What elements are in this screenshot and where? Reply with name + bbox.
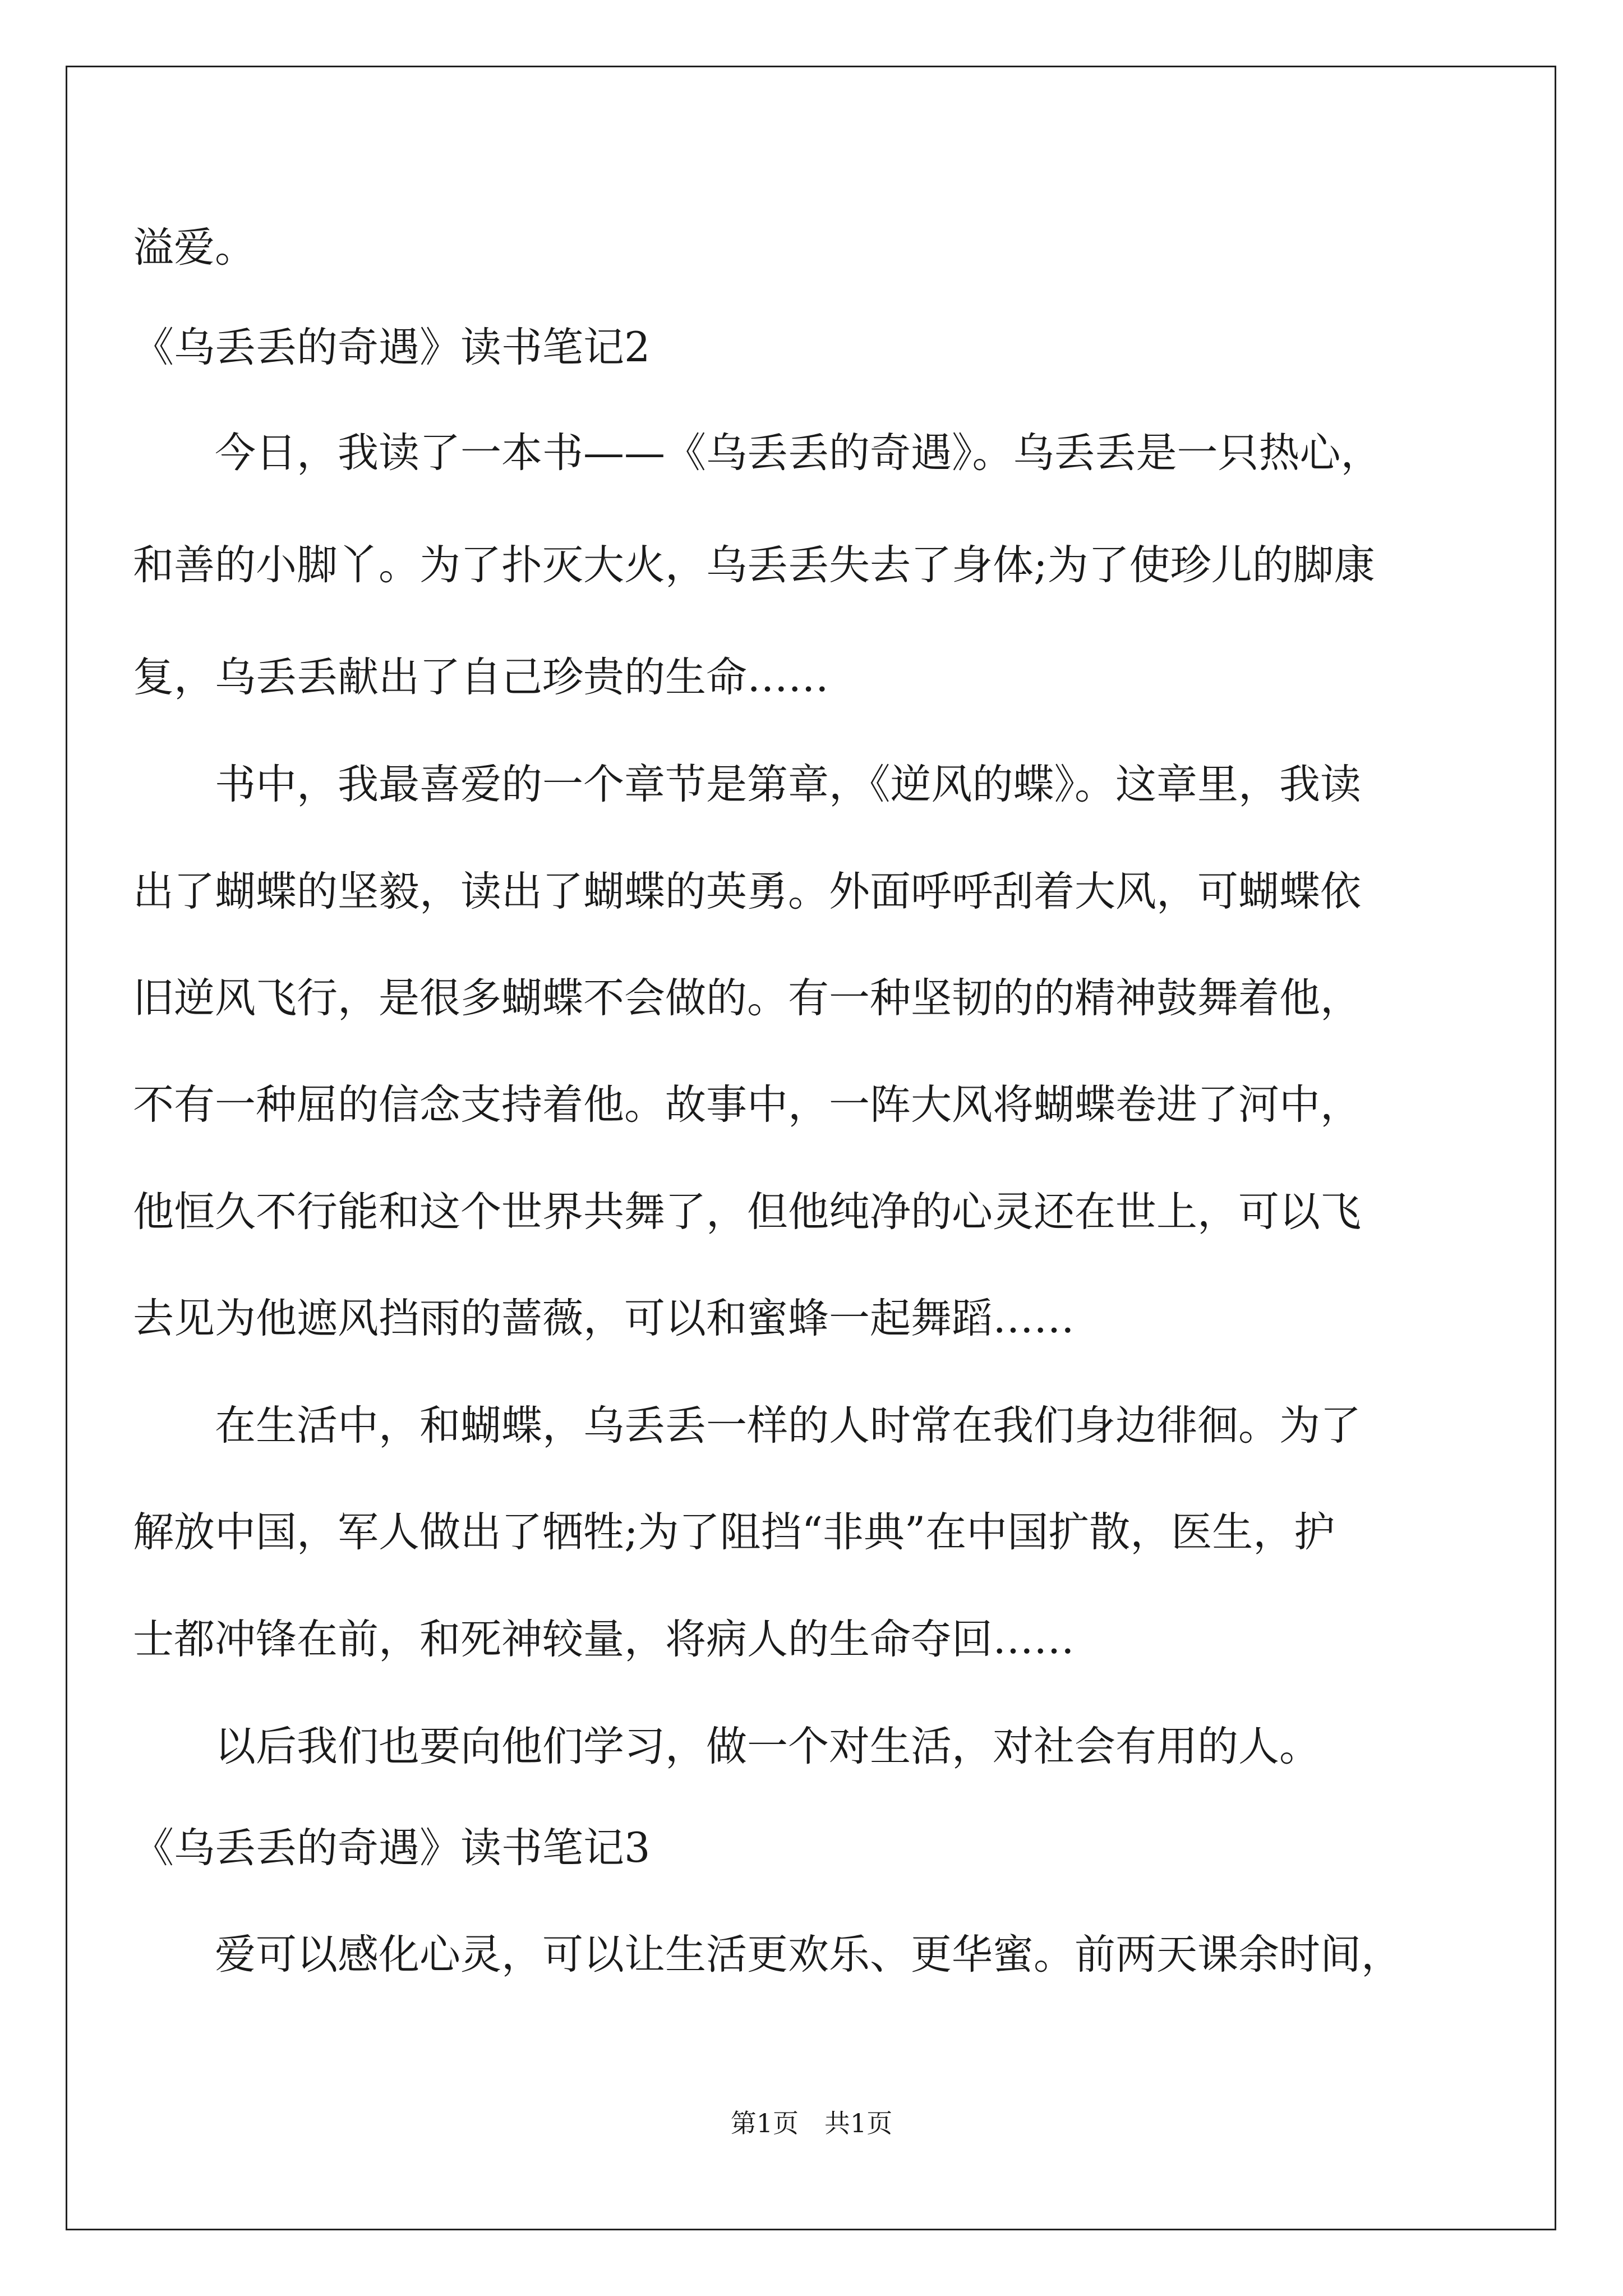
body-line: 去见为他遮风挡雨的蔷薇，可以和蜜蜂一起舞蹈…… <box>133 1295 1075 1342</box>
page-border <box>66 66 1556 2230</box>
paragraph-first-line: 爱可以感化心灵，可以让生活更欢乐、更华蜜。前两天课余时间， <box>215 1931 1402 1978</box>
paragraph-first-line: 在生活中，和蝴蝶，乌丢丢一样的人时常在我们身边徘徊。为了 <box>215 1402 1361 1450</box>
body-line: 不有一种屈的信念支持着他。故事中，一阵大风将蝴蝶卷进了河中， <box>133 1081 1361 1129</box>
body-line: 溢爱。 <box>133 224 256 272</box>
page-footer <box>0 2106 1623 2140</box>
section-heading: 《乌丢丢的奇遇》读书笔记3 <box>133 1824 651 1872</box>
body-line: 和善的小脚丫。为了扑灭大火，乌丢丢失去了身体;为了使珍儿的脚康 <box>133 541 1375 589</box>
body-line: 士都冲锋在前，和死神较量，将病人的生命夺回…… <box>133 1616 1075 1663</box>
paragraph-first-line: 书中，我最喜爱的一个章节是第章，《逆风的蝶》。这章里，我读 <box>215 761 1361 808</box>
body-line: 他恒久不行能和这个世界共舞了，但他纯净的心灵还在世上，可以飞 <box>133 1188 1361 1236</box>
body-line: 旧逆风飞行，是很多蝴蝶不会做的。有一种坚韧的的精神鼓舞着他， <box>133 974 1361 1022</box>
body-line: 出了蝴蝶的坚毅，读出了蝴蝶的英勇。外面呼呼刮着大风，可蝴蝶依 <box>133 868 1361 915</box>
paragraph-first-line: 以后我们也要向他们学习，做一个对生活，对社会有用的人。 <box>215 1723 1320 1770</box>
page-total: 共1页 <box>824 2108 893 2138</box>
paragraph-first-line: 今日，我读了一本书——《乌丢丢的奇遇》。乌丢丢是一只热心， <box>215 429 1382 477</box>
page-number: 第1页 <box>730 2108 799 2138</box>
body-line: 解放中国，军人做出了牺牲;为了阻挡“非典”在中国扩散，医生，护 <box>133 1508 1335 1556</box>
body-line: 复，乌丢丢献出了自己珍贵的生命…… <box>133 654 829 701</box>
section-heading: 《乌丢丢的奇遇》读书笔记2 <box>133 324 651 371</box>
